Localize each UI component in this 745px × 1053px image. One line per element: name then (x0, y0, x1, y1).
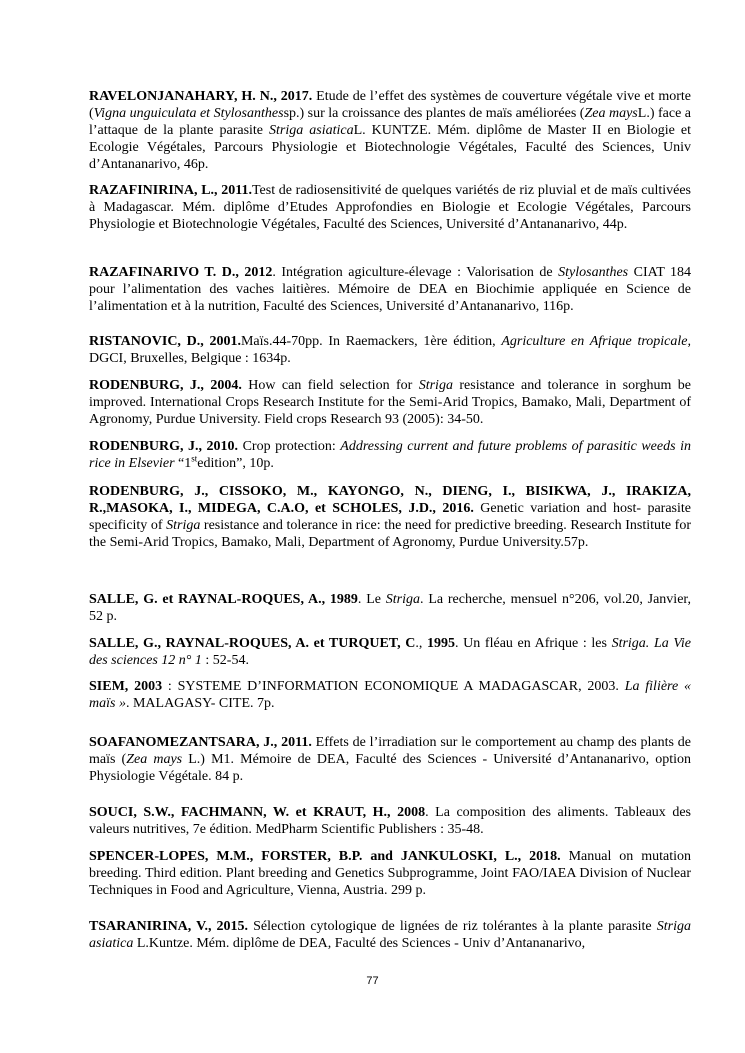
reference-text: How can field selection for (241, 378, 419, 393)
reference-text: . Un fléau en Afrique : les (455, 636, 612, 651)
reference-text: Maïs.44-70pp. In Raemackers, 1ère édition, (240, 334, 502, 349)
reference-text: L.) M1. Mémoire de DEA, Faculté des Sciences - Université d’Antananarivo, option Physiologie Végétale. 84 p. (89, 752, 692, 784)
reference-entry (89, 483, 691, 551)
reference-entry (89, 848, 691, 899)
reference-entry (89, 918, 691, 952)
reference-authors: RAZAFINARIVO T. D., 2012 (89, 265, 273, 280)
reference-text: ., (415, 636, 428, 651)
reference-superscript: st (191, 453, 198, 464)
reference-authors: SPENCER-LOPES, M.M., FORSTER, B.P. and JANKULOSKI, L., 2018. (89, 849, 561, 864)
reference-authors: RODENBURG, J., CISSOKO, M., KAYONGO, N., DIENG, I., BISIKWA, J., IRAKIZA, R.,MASOKA, I., MIDEGA, C.A.O, et SCHOLES, J.D., 2016. (89, 484, 691, 516)
reference-authors: RAVELONJANAHARY, H. N., 2017. (89, 89, 313, 104)
reference-text: Crop protection: (238, 439, 341, 454)
reference-text: Etude de l’effet des systèmes de couverture végétale vive et morte ( (89, 89, 691, 121)
reference-italic-text: Striga asiatica (269, 123, 354, 138)
reference-italic-text: Stylosanthes (558, 265, 629, 280)
reference-authors: RISTANOVIC, D., 2001. (89, 334, 241, 349)
reference-text: Genetic variation and host- parasite specificity of (89, 501, 691, 533)
reference-italic-text: Striga (418, 378, 453, 393)
reference-text: Effets de l’irradiation sur le comportement au champ des plants de maïs ( (89, 735, 691, 767)
reference-text: resistance and tolerance in sorghum be improved. International Crops Research Institute for the Semi-Arid Tropics, Bamako, Mali, Department of Agronomy, Purdue University. Field crops Research 93 (2005): 34-50. (89, 378, 691, 427)
reference-entry (89, 438, 691, 472)
reference-authors: SOUCI, S.W., FACHMANN, W. et KRAUT, H., 2008 (89, 805, 426, 820)
reference-italic-text: Vigna unguiculata et Stylosanthes (93, 106, 284, 121)
reference-entry (89, 377, 691, 428)
reference-authors: RODENBURG, J., 2010. (89, 439, 239, 454)
reference-text: CIAT 184 pour l’alimentation des vaches laitières. Mémoire de DEA en Biochimie appliquée en Science de l’alimentation et à la nutrition, Faculté des Sciences, Université d’Antananarivo, 116p. (89, 265, 691, 314)
reference-text: . MALAGASY- CITE. 7p. (125, 696, 275, 711)
reference-entry (89, 264, 691, 315)
reference-entry (89, 804, 691, 838)
reference-authors: SALLE, G., RAYNAL-ROQUES, A. et TURQUET, C (89, 636, 416, 651)
reference-italic-text: Striga. La Vie des sciences 12 n° 1 (89, 636, 692, 668)
reference-authors: RAZAFINIRINA, L., 2011. (89, 183, 252, 198)
reference-authors: 1995 (427, 636, 456, 651)
reference-italic-text: Striga (385, 592, 421, 607)
reference-text: . Le (357, 592, 386, 607)
reference-text: : 52-54. (201, 653, 249, 668)
reference-text: . Intégration agiculture-élevage : Valorisation de (272, 265, 559, 280)
reference-italic-text: Agriculture en Afrique tropicale, (501, 334, 691, 349)
reference-entry (89, 333, 691, 367)
reference-italic-text: La filière « maïs » (89, 679, 691, 711)
reference-authors: SOAFANOMEZANTSARA, J., 2011. (89, 735, 312, 750)
reference-text: “1 (174, 456, 192, 471)
reference-italic-text: Addressing current and future problems of parasitic weeds in rice in Elsevier (89, 439, 691, 471)
reference-entry (89, 182, 691, 233)
reference-entry (89, 591, 691, 625)
reference-italic-text: Zea mays (126, 752, 183, 767)
reference-text: L. KUNTZE. Mém. diplôme de Master II en Biologie et Ecologie Végétales, Parcours Physiologie et Biotechnologie Végétales, Faculté des Sciences, Univ d’Antananarivo, 46p. (89, 123, 691, 172)
reference-text: L.) face a l’attaque de la plante parasite (89, 106, 691, 138)
reference-authors: SALLE, G. et RAYNAL-ROQUES, A., 1989 (89, 592, 358, 607)
reference-text: sp.) sur la croissance des plantes de maïs améliorées ( (283, 106, 585, 121)
reference-text: Sélection cytologique de lignées de riz tolérantes à la plante parasite (248, 919, 657, 934)
reference-text: L.Kuntze. Mém. diplôme de DEA, Faculté des Sciences - Univ d’Antananarivo, (133, 936, 586, 951)
page-number: 77 (366, 975, 379, 987)
reference-entry (89, 635, 691, 669)
reference-text: DGCI, Bruxelles, Belgique : 1634p. (89, 351, 291, 366)
reference-text: Test de radiosensitivité de quelques variétés de riz pluvial et de maïs cultivées à Madagascar. Mém. diplôme d’Etudes Approfondies en Biologie et Ecologie Végétales, Parcours Physiologie et Biotechnologie Végétales, Faculté des Sciences, Université d’Antananarivo, 44p. (89, 183, 691, 232)
reference-text: Manual on mutation breeding. Third edition. Plant breeding and Genetics Subprogramme, Joint FAO/IAEA Division of Nuclear Techniques in Food and Agriculture, Vienna, Austria. 299 p. (89, 849, 691, 898)
reference-authors: TSARANIRINA, V., 2015. (89, 919, 249, 934)
reference-text: . La composition des aliments. Tableaux des valeurs nutritives, 7e édition. MedPharm Scientific Publishers : 35-48. (89, 805, 691, 837)
reference-italic-text: Zea mays (584, 106, 638, 121)
reference-text: : SYSTEME D’INFORMATION ECONOMIQUE A MADAGASCAR, 2003. (162, 679, 625, 694)
reference-text: resistance and tolerance in rice: the need for predictive breeding. Research Institute for the Semi-Arid Tropics, Bamako, Mali, Department of Agronomy, Purdue University.57p. (89, 518, 691, 550)
reference-italic-text: Striga asiatica (89, 919, 691, 951)
reference-authors: RODENBURG, J., 2004. (89, 378, 242, 393)
reference-authors: SIEM, 2003 (89, 679, 163, 694)
reference-text: . La recherche, mensuel n°206, vol.20, Janvier, 52 p. (89, 592, 692, 624)
reference-entry (89, 88, 691, 173)
reference-italic-text: Striga (166, 518, 201, 533)
reference-text: edition”, 10p. (197, 456, 274, 471)
reference-entry (89, 734, 691, 785)
reference-entry (89, 678, 691, 712)
